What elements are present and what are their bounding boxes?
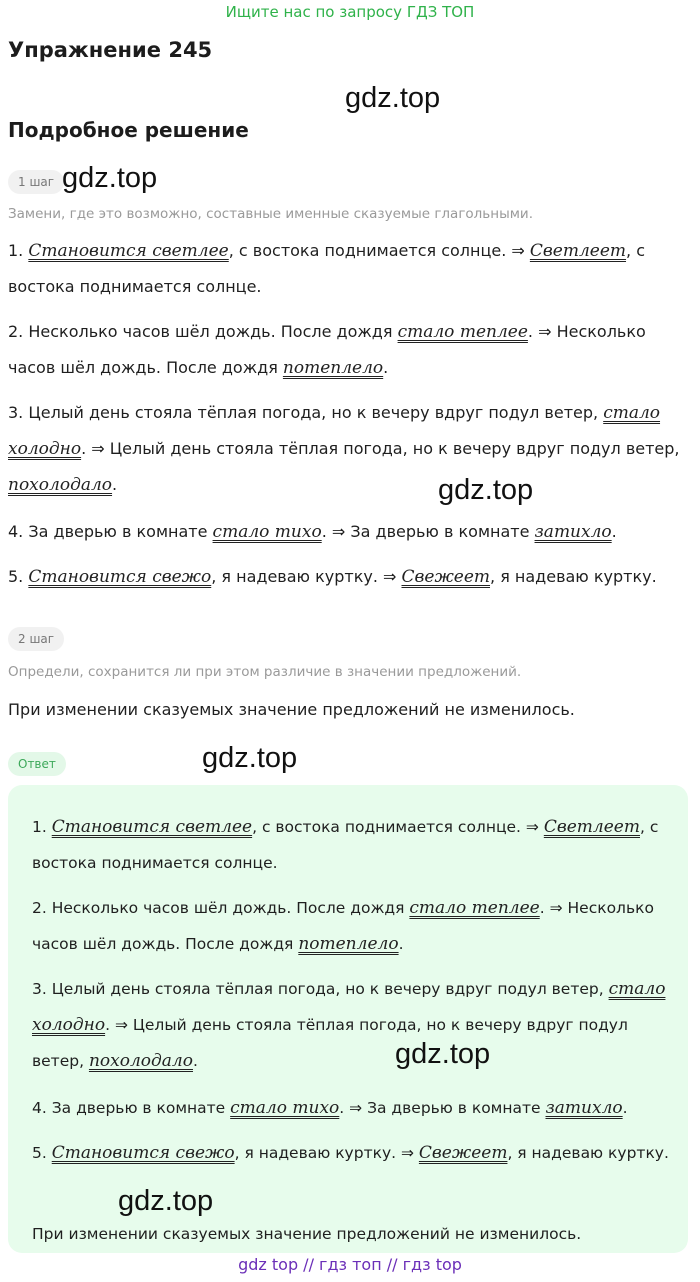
predicate-verbal: Свежеет xyxy=(418,1143,508,1163)
solution-sentence-4: 4. За дверью в комнате стало тихо. ⇒ За дверью в комнате затихло. xyxy=(8,522,617,542)
predicate-verbal: Светлеет xyxy=(529,241,627,261)
step-hint-1: Замени, где это возможно, составные именные сказуемые глагольными. xyxy=(8,206,533,222)
predicate-original: стало тихо xyxy=(212,522,322,542)
step-badge-2: 2 шаг xyxy=(8,627,64,651)
answer-sentence-4: 4. За дверью в комнате стало тихо. ⇒ За дверью в комнате затихло. xyxy=(32,1098,628,1118)
predicate-verbal: затихло xyxy=(534,522,612,542)
solution-sentence-3: 3. Целый день стояла тёплая погода, но к вечеру вдруг подул ветер, стало холодно. ⇒ Целый день стояла тёплая погода, но к вечеру вдруг подул ветер, похолодало. xyxy=(8,403,680,495)
predicate-original: Становится свежо xyxy=(51,1143,235,1163)
predicate-original: стало теплее xyxy=(397,322,528,342)
solution-sentence-1: 1. Становится светлее, с востока поднимается солнце. ⇒ Светлеет, с востока поднимается солнце. xyxy=(8,241,645,296)
watermark: gdz.top xyxy=(62,162,158,194)
predicate-verbal: Светлеет xyxy=(543,817,640,837)
section-title: Подробное решение xyxy=(8,118,249,142)
predicate-original: стало тихо xyxy=(230,1098,340,1118)
watermark: gdz.top xyxy=(438,474,534,506)
predicate-verbal: Свежеет xyxy=(401,567,491,587)
watermark: gdz.top xyxy=(202,742,298,774)
predicate-verbal: потеплело xyxy=(282,358,384,378)
solution-sentence-5: 5. Становится свежо, я надеваю куртку. ⇒ Свежеет, я надеваю куртку. xyxy=(8,567,657,587)
predicate-original: стало холодно xyxy=(32,979,666,1035)
answer-sentence-1: 1. Становится светлее, с востока поднимается солнце. ⇒ Светлеет, с востока поднимается солнце. xyxy=(32,817,659,872)
footer-links: gdz top // гдз топ // гдз top xyxy=(238,1255,462,1274)
watermark: gdz.top xyxy=(395,1038,491,1070)
predicate-verbal: потеплело xyxy=(298,934,399,954)
predicate-original: Становится свежо xyxy=(28,567,212,587)
predicate-original: стало холодно xyxy=(8,403,661,459)
predicate-original: Становится светлее xyxy=(28,241,229,261)
answer-conclusion: При изменении сказуемых значение предложений не изменилось. xyxy=(32,1225,582,1243)
answer-badge: Ответ xyxy=(8,752,66,776)
step-hint-2: Определи, сохранится ли при этом различие в значении предложений. xyxy=(8,664,522,680)
watermark: gdz.top xyxy=(118,1185,214,1217)
solution-sentence-2: 2. Несколько часов шёл дождь. После дождя стало теплее. ⇒ Несколько часов шёл дождь. После дождя потеплело. xyxy=(8,322,646,378)
answer-sentence-3: 3. Целый день стояла тёплая погода, но к вечеру вдруг подул ветер, стало холодно. ⇒ Целый день стояла тёплая погода, но к вечеру вдруг подул ветер, похолодало. xyxy=(32,979,666,1071)
answer-sentence-2: 2. Несколько часов шёл дождь. После дождя стало теплее. ⇒ Несколько часов шёл дождь. После дождя потеплело. xyxy=(32,898,654,954)
predicate-verbal: похолодало xyxy=(88,1051,193,1071)
page-title: Упражнение 245 xyxy=(8,38,213,62)
search-banner: Ищите нас по запросу ГДЗ ТОП xyxy=(225,3,475,21)
predicate-verbal: затихло xyxy=(545,1098,623,1118)
step-badge-1: 1 шаг xyxy=(8,170,64,194)
answer-sentence-5: 5. Становится свежо, я надеваю куртку. ⇒ Свежеет, я надеваю куртку. xyxy=(32,1143,669,1163)
predicate-original: стало теплее xyxy=(409,898,540,918)
step-conclusion: При изменении сказуемых значение предложений не изменилось. xyxy=(8,700,575,719)
predicate-original: Становится светлее xyxy=(51,817,253,837)
watermark: gdz.top xyxy=(345,82,441,114)
predicate-verbal: похолодало xyxy=(8,475,113,495)
